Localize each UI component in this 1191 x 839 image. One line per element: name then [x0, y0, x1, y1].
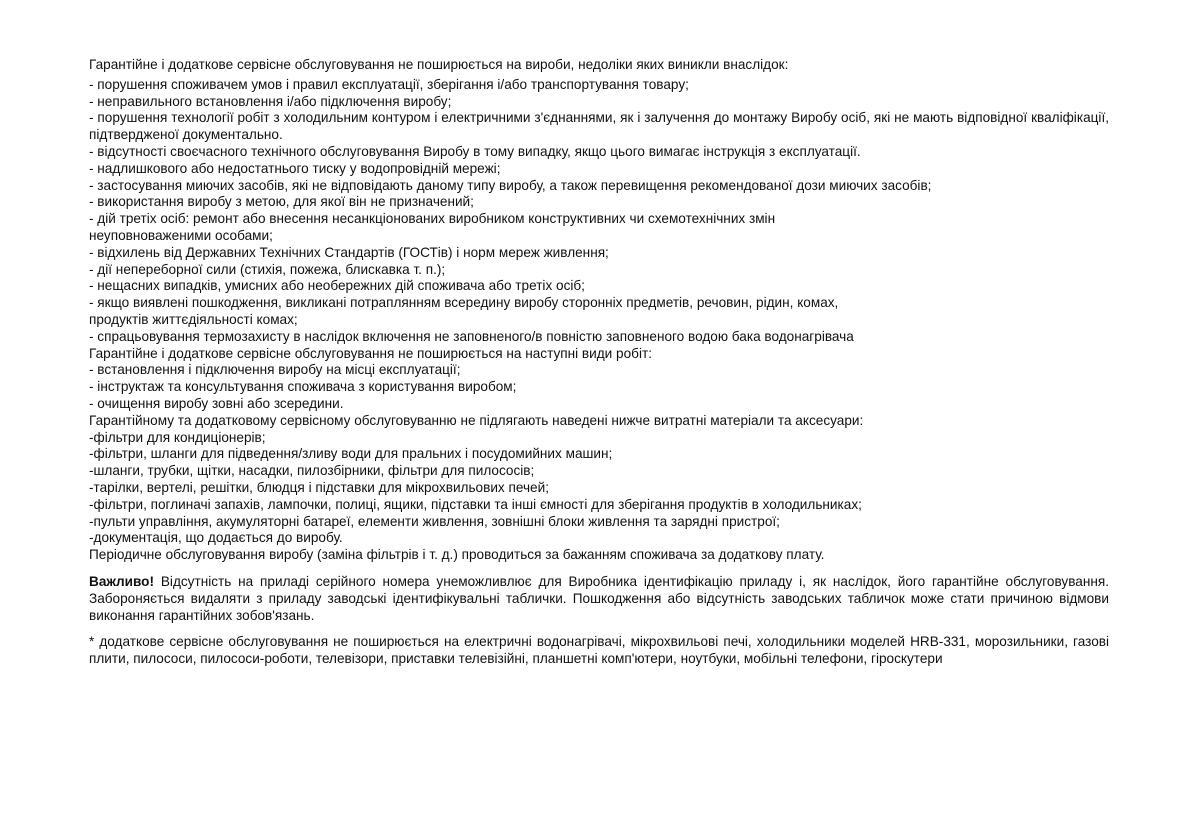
list-item: - застосування миючих засобів, які не відповідають даному типу виробу, а також перевищення рекомендованої дози миючих засобів; [89, 177, 932, 193]
list-item: -шланги, трубки, щітки, насадки, пилозбірники, фільтри для пилососів; [89, 463, 535, 479]
list-item: - очищення виробу зовні або зсередини. [89, 395, 344, 411]
important-text: Відсутність на приладі серійного номера унеможливлює для Виробника ідентифікацію приладу і, як наслідок, його гарантійне обслуговування. Забороняється видаляти з приладу заводські ідентифікувальні таблички. Пошкодження або відсутність заводських табличок може стати причиною відмови виконання гарантійних зобов'язань. [89, 573, 1109, 623]
important-label: Важливо! [89, 573, 155, 589]
footnote: * додаткове сервісне обслуговування не поширюється на електричні водонагрівачі, мікрохвильові печі, холодильники моделей HRB-331, морозильники, газові плити, пилососи, пилососи-роботи, телевізори, приставки телевізійні, планшетні комп'ютери, ноутбуки, мобільні телефони, гіроскутери [89, 634, 1109, 667]
list-item: - порушення споживачем умов і правил експлуатації, зберігання і/або транспортування товару; [89, 76, 689, 92]
section3-intro: Гарантійному та додатковому сервісному обслуговуванню не підлягають наведені нижче витратні матеріали та аксесуари: [89, 412, 864, 428]
list-item: неуповноваженими особами; [89, 227, 273, 243]
list-item: - неправильного встановлення і/або підключення виробу; [89, 93, 452, 109]
list-item: - встановлення і підключення виробу на місці експлуатації; [89, 362, 461, 378]
list-item: -фільтри, шланги для підведення/зливу води для пральних і посудомийних машин; [89, 446, 613, 462]
section1-intro: Гарантійне і додаткове сервісне обслуговування не поширюється на вироби, недоліки яких виникли внаслідок: [89, 57, 789, 72]
list-item: - дії непереборної сили (стихія, пожежа, блискавка т. п.); [89, 261, 446, 277]
list-item: - спрацьовування термозахисту в наслідок включення не заповненого/в повністю заповненого водою бака водонагрівача [89, 328, 854, 344]
list-item: -пульти управління, акумуляторні батареї, елементи живлення, зовнішні блоки живлення та зарядні пристрої; [89, 513, 780, 529]
list-item: - порушення технології робіт з холодильним контуром і електричними з'єднаннями, як і залучення до монтажу Виробу осіб, які не мають відповідної кваліфікації, підтвердженої документально. [89, 110, 1113, 143]
list-item: - відсутності своєчасного технічного обслуговування Виробу в тому випадку, якщо цього вимагає інструкція з експлуатації. [89, 143, 861, 159]
list-item: - інструктаж та консультування споживача з користування виробом; [89, 379, 517, 395]
section2-intro: Гарантійне і додаткове сервісне обслуговування не поширюється на наступні види робіт: [89, 345, 652, 361]
list-item: - нещасних випадків, умисних або необережних дій споживача або третіх осіб; [89, 278, 585, 294]
list-item: -документація, що додається до виробу. [89, 530, 343, 546]
list-item: - якщо виявлені пошкодження, викликані потраплянням всередину виробу сторонніх предметів, речовин, рідин, комах, [89, 295, 839, 311]
list-item: - відхилень від Державних Технічних Стандартів (ГОСТів) і норм мереж живлення; [89, 244, 609, 260]
list-item: -тарілки, вертелі, решітки, блюдця і підставки для мікрохвильових печей; [89, 479, 549, 495]
periodic-service-note: Періодичне обслуговування виробу (заміна фільтрів і т. д.) проводиться за бажанням споживача за додаткову плату. [89, 547, 825, 563]
list-item: -фільтри, поглиначі запахів, лампочки, полиці, ящики, підставки та інші ємності для зберігання продуктів в холодильниках; [89, 496, 862, 512]
list-item: - використання виробу з метою, для якої він не призначений; [89, 194, 474, 210]
list-item: - дій третіх осіб: ремонт або внесення несанкціонованих виробником конструктивних чи схемотехнічних змін [89, 211, 776, 227]
list-item: продуктів життєдіяльності комах; [89, 311, 298, 327]
important-notice [89, 574, 1109, 624]
list-item: - надлишкового або недостатнього тиску у водопровідній мережі; [89, 160, 501, 176]
document-page [89, 57, 1113, 668]
list-item: -фільтри для кондиціонерів; [89, 429, 266, 445]
